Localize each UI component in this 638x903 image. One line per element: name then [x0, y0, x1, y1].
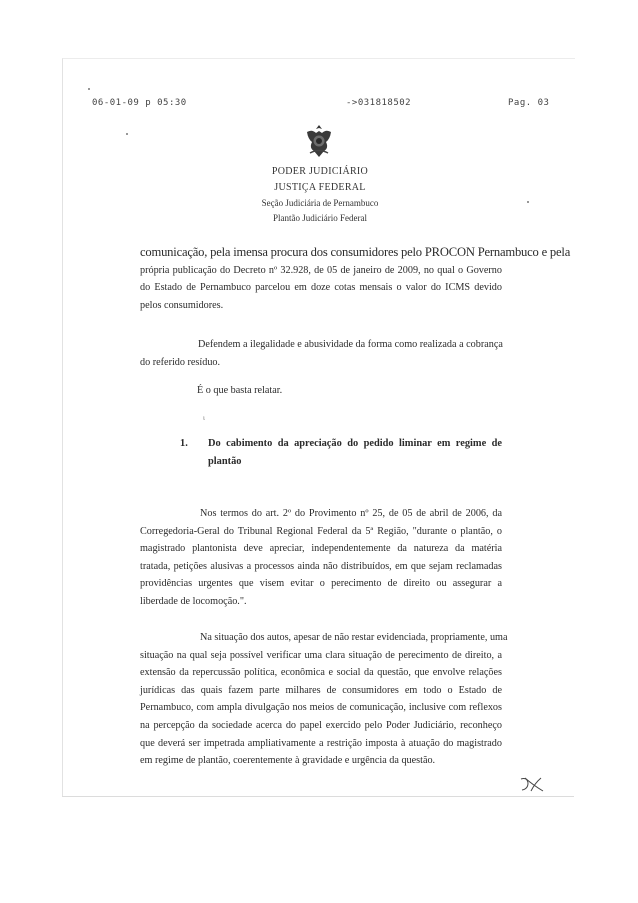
section-heading — [180, 435, 502, 471]
text-line: que deverá ser impetrada ampliativamente a restrição imposta à atuação do magistrado — [140, 737, 502, 749]
fax-number: ->031818502 — [346, 98, 412, 108]
scan-speck — [126, 133, 128, 135]
text-line: jurídicas das quais fazem parte milhares de consumidores em todo o Estado de — [140, 684, 502, 696]
text-line: Corregedoria-Geral do Tribunal Regional Federal da 5ª Região, "durante o plantão, o — [140, 525, 502, 537]
text-line: própria publicação do Decreto nº 32.928, de 05 de janeiro de 2009, no qual o Governo — [140, 264, 502, 276]
text-line: providências urgentes que visem evitar o perecimento de direito ou assegurar a — [140, 578, 502, 590]
paragraph-situacao — [140, 629, 508, 770]
text-line: situação na qual seja possível verificar uma clara situação de perecimento de direito, a — [140, 649, 502, 661]
text-line: É o que basta relatar. — [197, 385, 283, 396]
section-title-line: Do cabimento da apreciação do pedido liminar em regime de — [208, 438, 502, 449]
text-line: tratada, petições alusivas a processos ainda não distribuídos, em que sejam reclamadas — [140, 560, 502, 572]
text-line: Na situação dos autos, apesar de não restar evidenciada, propriamente, uma — [200, 632, 508, 643]
scan-mark: ι — [203, 414, 205, 422]
letterhead-justica-federal: JUSTIÇA FEDERAL — [274, 182, 366, 193]
paragraph-provimento — [140, 505, 502, 611]
paragraph-communication — [140, 244, 571, 314]
text-line: na percepção da sociedade acerca do papel exercido pelo Poder Judiciário, reconheço — [140, 719, 502, 731]
text-line: em regime de plantão, coerentemente à gravidade e urgência da questão. — [140, 755, 436, 767]
scan-speck — [527, 201, 529, 203]
section-title-line: plantão — [208, 456, 242, 467]
text-line: Defendem a ilegalidade e abusividade da forma como realizada a cobrança — [198, 339, 503, 350]
text-line: liberdade de locomoção.". — [140, 595, 247, 607]
letterhead-poder-judiciario: PODER JUDICIÁRIO — [271, 166, 369, 177]
letterhead-secao-judiciaria: Seção Judiciária de Pernambuco — [261, 198, 379, 208]
handwritten-initials-icon — [519, 775, 545, 793]
scan-edge-line — [62, 796, 574, 797]
text-line: magistrado plantonista deve apreciar, independentemente da natureza da matéria — [140, 543, 502, 555]
text-line: do Estado de Pernambuco parcelou em doze cotas mensais o valor do ICMS devido — [140, 282, 502, 294]
coat-of-arms-icon — [304, 124, 334, 158]
text-line: comunicação, pela imensa procura dos consumidores pelo PROCON Pernambuco e pela — [140, 245, 571, 259]
paragraph-defendem — [140, 336, 502, 371]
section-number: 1. — [180, 438, 188, 449]
fax-page-number: Pag. 03 — [508, 98, 550, 108]
letterhead-plantao: Plantão Judiciário Federal — [273, 213, 367, 223]
paragraph-relatar — [197, 382, 397, 400]
text-line: pelos consumidores. — [140, 299, 224, 311]
text-line: Nos termos do art. 2º do Provimento nº 25, de 05 de abril de 2006, da — [200, 508, 502, 519]
fax-date-time: 06-01-09 p 05:30 — [92, 98, 187, 108]
text-line: do referido resíduo. — [140, 356, 221, 368]
scan-speck — [88, 88, 90, 90]
text-line: Pernambuco, com ampla divulgação nos meios de comunicação, inclusive com reflexos — [140, 702, 502, 714]
text-line: extensão da repercussão política, econômica e social da questão, que envolve relações — [140, 667, 502, 679]
